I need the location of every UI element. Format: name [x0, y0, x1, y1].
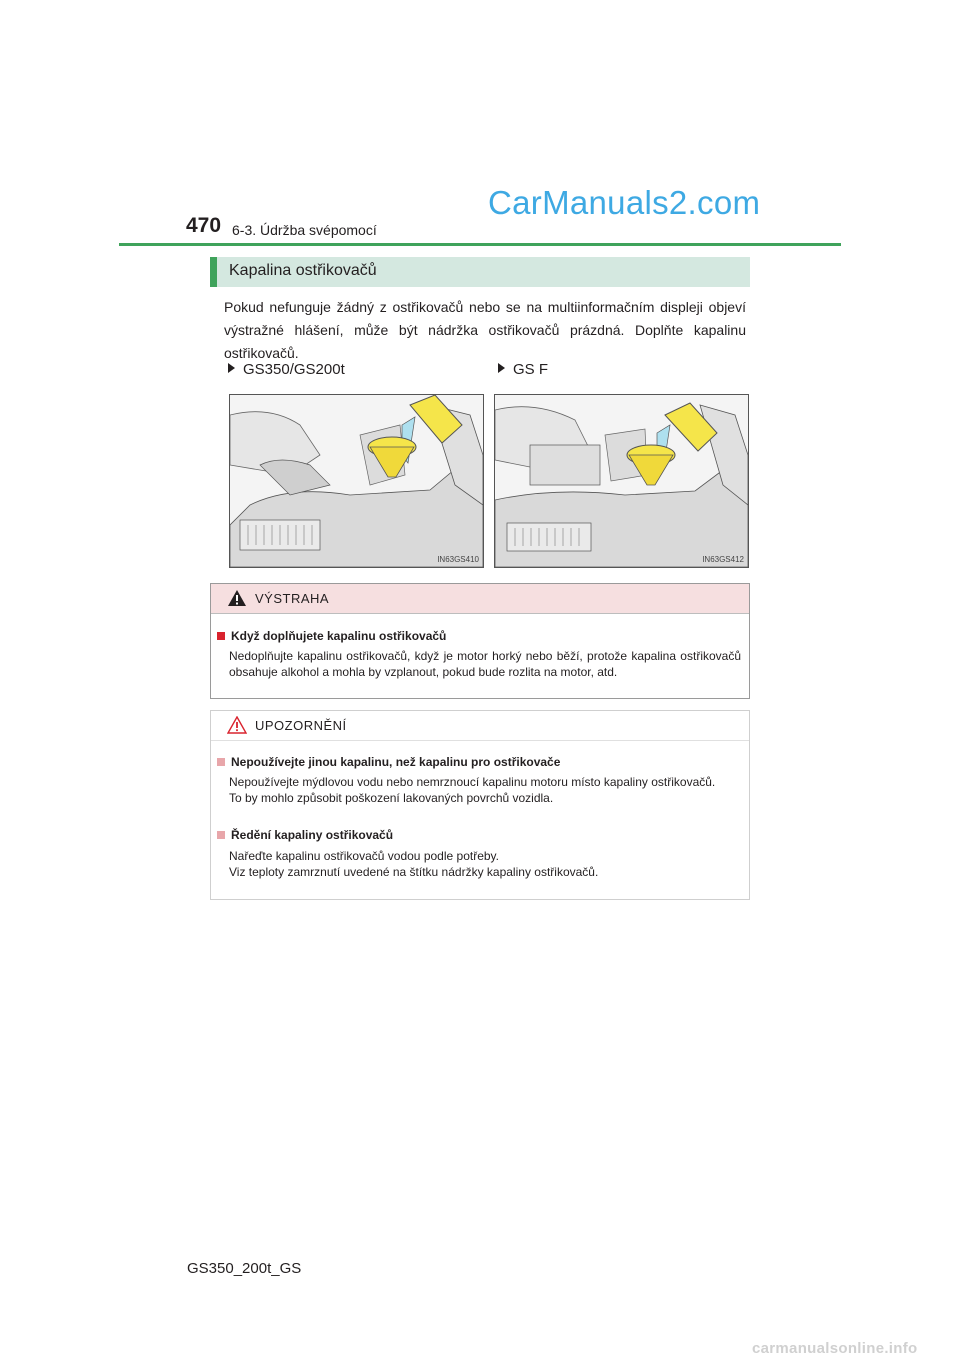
watermark-logo: CarManuals2.com	[488, 184, 761, 221]
warning-item-body: Nedoplňujte kapalinu ostřikovačů, když je motor horký nebo běží, protože kapalina ostřikovačů obsahuje alkohol a mohla by vzplanout, pokud bude rozlita na motor, atd.	[229, 649, 741, 679]
caution-item-title: Nepoužívejte jinou kapalinu, než kapalinu pro ostřikovače	[217, 755, 560, 769]
intro-paragraph: Pokud nefunguje žádný z ostřikovačů nebo se na multiinformačním displeji objeví výstražné hlášení, může být nádržka ostřikovačů prázdná. Doplňte kapalinu ostřikovačů.	[224, 299, 746, 361]
caution-header	[211, 711, 749, 741]
square-bullet-icon	[217, 831, 225, 839]
warning-triangle-icon	[227, 589, 247, 607]
variant-label-gsf	[498, 361, 548, 378]
warning-item-title: Když doplňujete kapalinu ostřikovačů	[217, 629, 446, 643]
figure-code: IN63GS412	[702, 555, 744, 564]
caution-item-body: Nepoužívejte mýdlovou vodu nebo nemrznoucí kapalinu motoru místo kapaliny ostřikovačů. To by mohlo způsobit poškození lakovaných povrchů vozidla.	[229, 775, 716, 805]
engine-bay-illustration	[230, 395, 483, 567]
page-number: 470	[186, 214, 222, 237]
warning-header	[211, 584, 749, 614]
section-title: Kapalina ostřikovačů	[229, 262, 377, 279]
variant-name: GS350/GS200t	[243, 361, 345, 378]
footer-model-code: GS350_200t_GS	[187, 1260, 302, 1277]
caution-label: UPOZORNĚNÍ	[255, 718, 347, 733]
caution-box	[210, 710, 750, 900]
section-title-bar	[210, 257, 750, 287]
caution-item-body: Nařeďte kapalinu ostřikovačů vodou podle potřeby. Viz teploty zamrznutí uvedené na štítku nádržky kapaliny ostřikovačů.	[229, 849, 599, 879]
header-rule	[119, 243, 841, 246]
engine-bay-illustration	[495, 395, 748, 567]
footer-watermark: carmanualsonline.info	[752, 1340, 918, 1357]
variant-label-gs350	[228, 361, 345, 378]
figure-code: IN63GS410	[437, 555, 479, 564]
section-breadcrumb: 6-3. Údržba svépomocí	[232, 222, 377, 238]
square-bullet-icon	[217, 632, 225, 640]
arrow-right-icon	[498, 363, 505, 373]
figure-gs350-engine-bay	[229, 394, 484, 568]
caution-item-title: Ředění kapaliny ostřikovačů	[217, 828, 393, 842]
caution-triangle-icon	[227, 716, 247, 734]
square-bullet-icon	[217, 758, 225, 766]
warning-label: VÝSTRAHA	[255, 591, 330, 606]
variant-name: GS F	[513, 361, 549, 378]
figure-gsf-engine-bay	[494, 394, 749, 568]
warning-box	[210, 583, 750, 699]
arrow-right-icon	[228, 363, 235, 373]
